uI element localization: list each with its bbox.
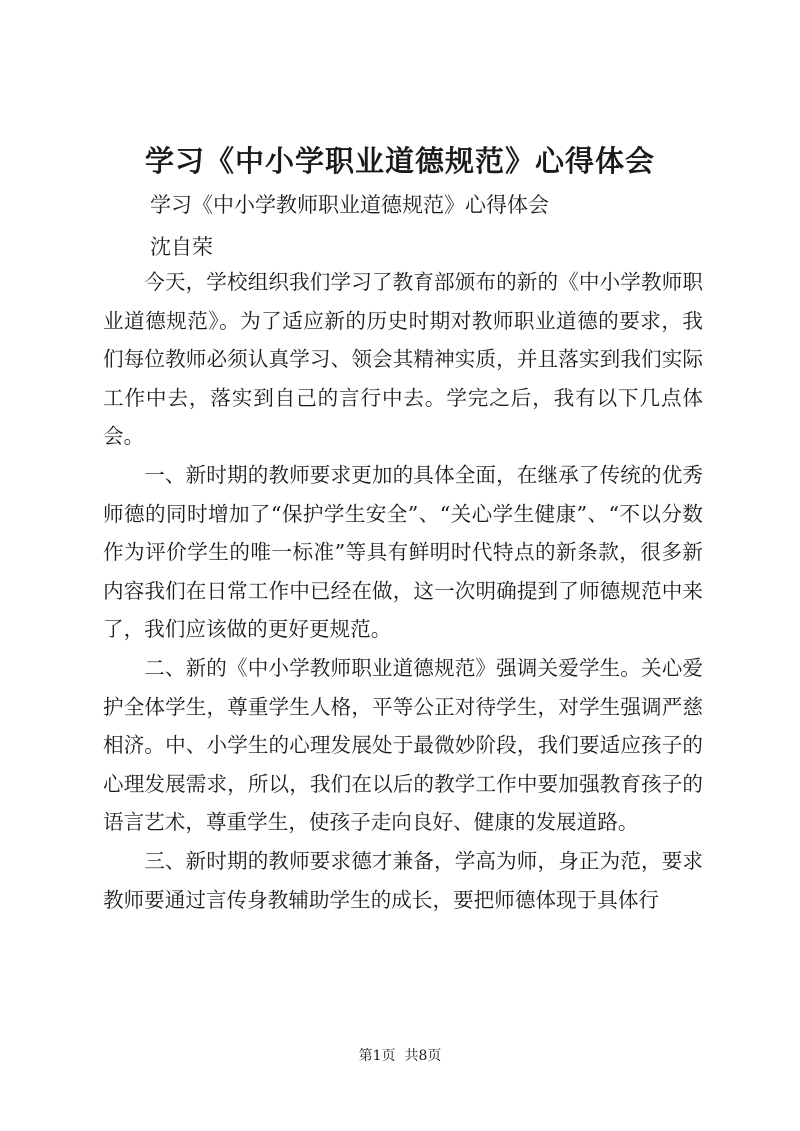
paragraph-point-1: 一、新时期的教师要求更加的具体全面，在继承了传统的优秀师德的同时增加了“保护学生安全”、“关心学生健康”、“不以分数作为评价学生的唯一标准”等具有鲜明时代特点的新条款，很多新内容我们在日常工作中已经在做，这一次明确提到了师德规范中来了，我们应该做的更好更规范。 xyxy=(103,462,703,642)
page-number-footer: 第1页 共8页 xyxy=(358,1048,442,1064)
paragraph-intro: 今天，学校组织我们学习了教育部颁布的新的《中小学教师职业道德规范》。为了适应新的历史时期对教师职业道德的要求，我们每位教师必须认真学习、领会其精神实质，并且落实到我们实际工作中去，落实到自己的言行中去。学完之后，我有以下几点体会。 xyxy=(103,270,703,449)
paragraph-point-3: 三、新时期的教师要求德才兼备，学高为师，身正为范，要求教师要通过言传身教辅助学生的成长，要把师德体现于具体行 xyxy=(103,848,703,912)
document-title: 学习《中小学职业道德规范》心得体会 xyxy=(144,144,655,178)
paragraph-point-2: 二、新的《中小学教师职业道德规范》强调关爱学生。关心爱护全体学生，尊重学生人格，平等公正对待学生，对学生强调严慈相济。中、小学生的心理发展处于最微妙阶段，我们要适应孩子的心理发展需求，所以，我们在以后的教学工作中要加强教育孩子的语言艺术，尊重学生，使孩子走向良好、健康的发展道路。 xyxy=(103,655,703,835)
author-name: 沈自荣 xyxy=(150,235,213,259)
document-subtitle: 学习《中小学教师职业道德规范》心得体会 xyxy=(150,193,549,217)
document-body xyxy=(103,263,703,919)
